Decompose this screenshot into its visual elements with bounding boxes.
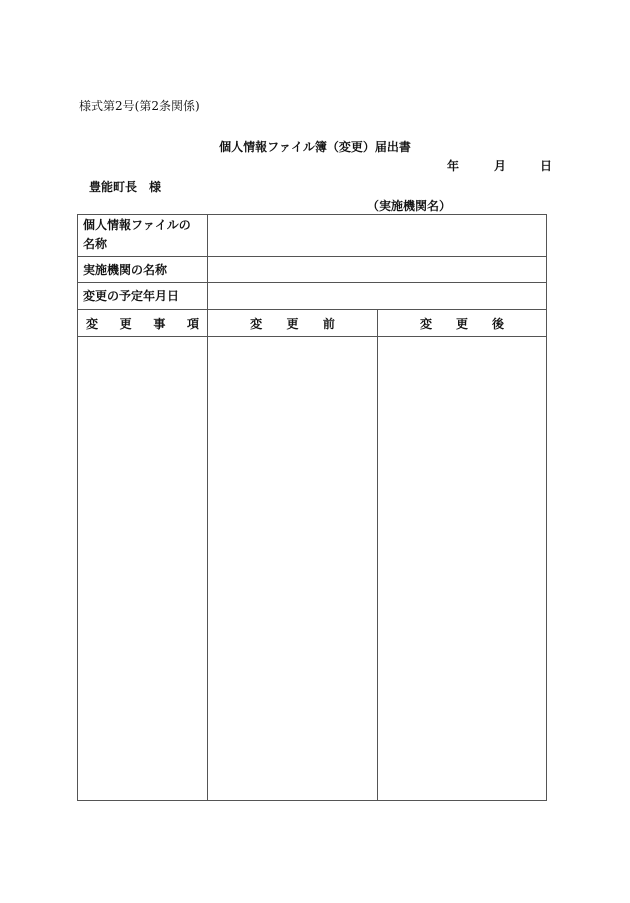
- header-after-char: 更: [455, 316, 468, 331]
- addressee: 豊能町長 様: [89, 180, 162, 194]
- header-change-item-char: 変: [86, 316, 99, 331]
- agency-name-caption: （実施機関名）: [367, 199, 452, 213]
- header-change-item-char: 更: [119, 316, 132, 331]
- agency-name-label: 実施機関の名称: [78, 257, 208, 283]
- file-name-row: [78, 215, 547, 257]
- form-number: 様式第2号(第2条関係): [79, 99, 200, 113]
- header-after-char: 後: [491, 316, 504, 331]
- column-header-row: [78, 310, 547, 337]
- file-name-value[interactable]: [208, 215, 547, 257]
- after-change-cell[interactable]: [378, 337, 547, 801]
- scheduled-date-value[interactable]: [208, 283, 547, 310]
- header-after-char: 変: [419, 316, 432, 331]
- date-day-label: 日: [540, 159, 553, 173]
- date-month-label: 月: [494, 159, 507, 173]
- file-name-label: 個人情報ファイルの名称: [78, 215, 208, 257]
- change-item-cell[interactable]: [78, 337, 208, 801]
- agency-name-value[interactable]: [208, 257, 547, 283]
- scheduled-date-label: 変更の予定年月日: [78, 283, 208, 310]
- header-before-change: [208, 310, 378, 337]
- header-before-char: 更: [286, 316, 299, 331]
- notification-form-table: [77, 214, 547, 801]
- date-year-label: 年: [447, 159, 460, 173]
- agency-name-row: [78, 257, 547, 283]
- header-change-item-char: 項: [186, 316, 199, 331]
- header-before-char: 前: [322, 316, 335, 331]
- scheduled-date-row: [78, 283, 547, 310]
- header-change-item: [78, 310, 208, 337]
- before-change-cell[interactable]: [208, 337, 378, 801]
- document-title: 個人情報ファイル簿（変更）届出書: [219, 140, 411, 154]
- change-detail-row: [78, 337, 547, 801]
- header-before-char: 変: [250, 316, 263, 331]
- header-change-item-char: 事: [153, 316, 166, 331]
- header-after-change: [378, 310, 547, 337]
